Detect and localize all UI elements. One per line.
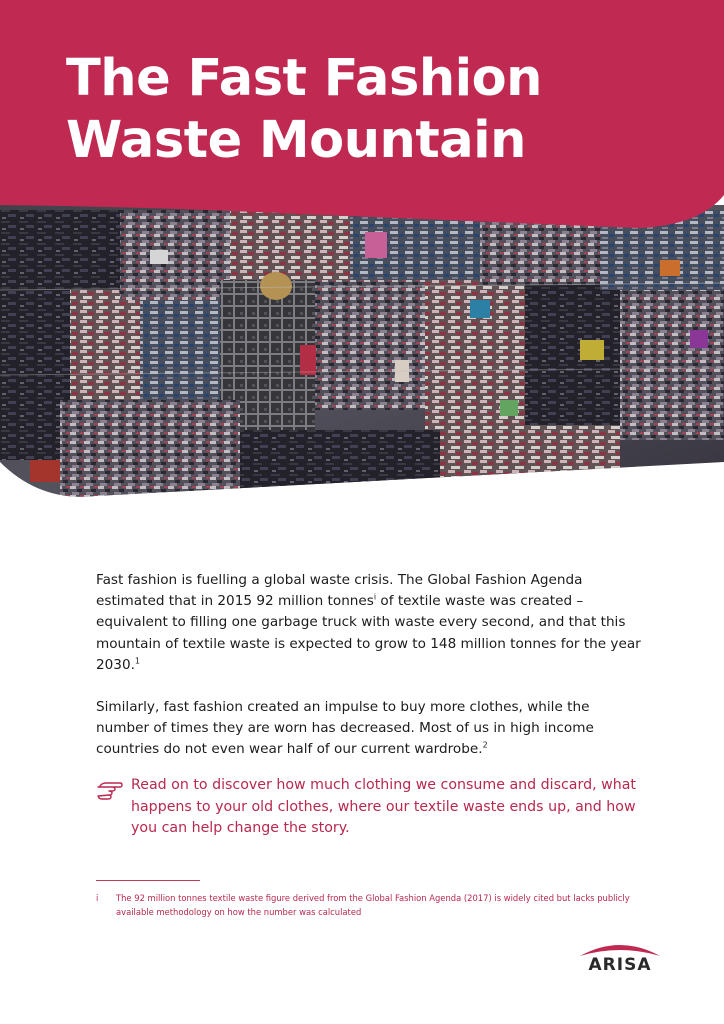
intro-paragraph-2 <box>96 697 644 761</box>
footnote-marker: i <box>96 893 99 903</box>
hero-section <box>0 0 724 510</box>
paragraph-2-text: Similarly, fast fashion created an impulse to buy more clothes, while the number of times they are worn has decreased. Most of us in high income countries do not even wear half of our current wardrobe. <box>96 699 594 758</box>
footnote <box>96 892 656 919</box>
endnote-ref-2[interactable]: 2 <box>482 740 488 750</box>
page-title <box>66 48 542 172</box>
logo-text: ARISA <box>588 955 652 975</box>
footnote-ref-i[interactable]: i <box>373 592 377 602</box>
arisa-logo <box>576 938 664 980</box>
endnote-ref-1[interactable]: 1 <box>134 656 141 666</box>
footnote-text: The 92 million tonnes textile waste figure derived from the Global Fashion Agenda (2017) is widely cited but lacks publicly available methodology on how the number was calculated <box>116 893 630 917</box>
pointing-hand-icon <box>96 778 124 800</box>
title-line-2: Waste Mountain <box>66 111 526 170</box>
footnote-divider <box>96 880 200 881</box>
paragraph-1-text-a: Fast fashion is fuelling a global waste crisis. The Global Fashion Agenda estimated that in 2015 92 million tonnes <box>96 572 583 610</box>
intro-paragraph-1 <box>96 570 644 676</box>
callout-text: Read on to discover how much clothing we consume and discard, what happens to your old clothes, where our textile waste ends up, and how you can help change the story. <box>131 777 636 836</box>
paragraph-1-text-b: of textile waste was created – equivalent to filling one garbage truck with waste every second, and that this mountain of textile waste is expected to grow to 148 million tonnes for the year 2030. <box>96 593 641 673</box>
title-line-1: The Fast Fashion <box>66 49 542 108</box>
